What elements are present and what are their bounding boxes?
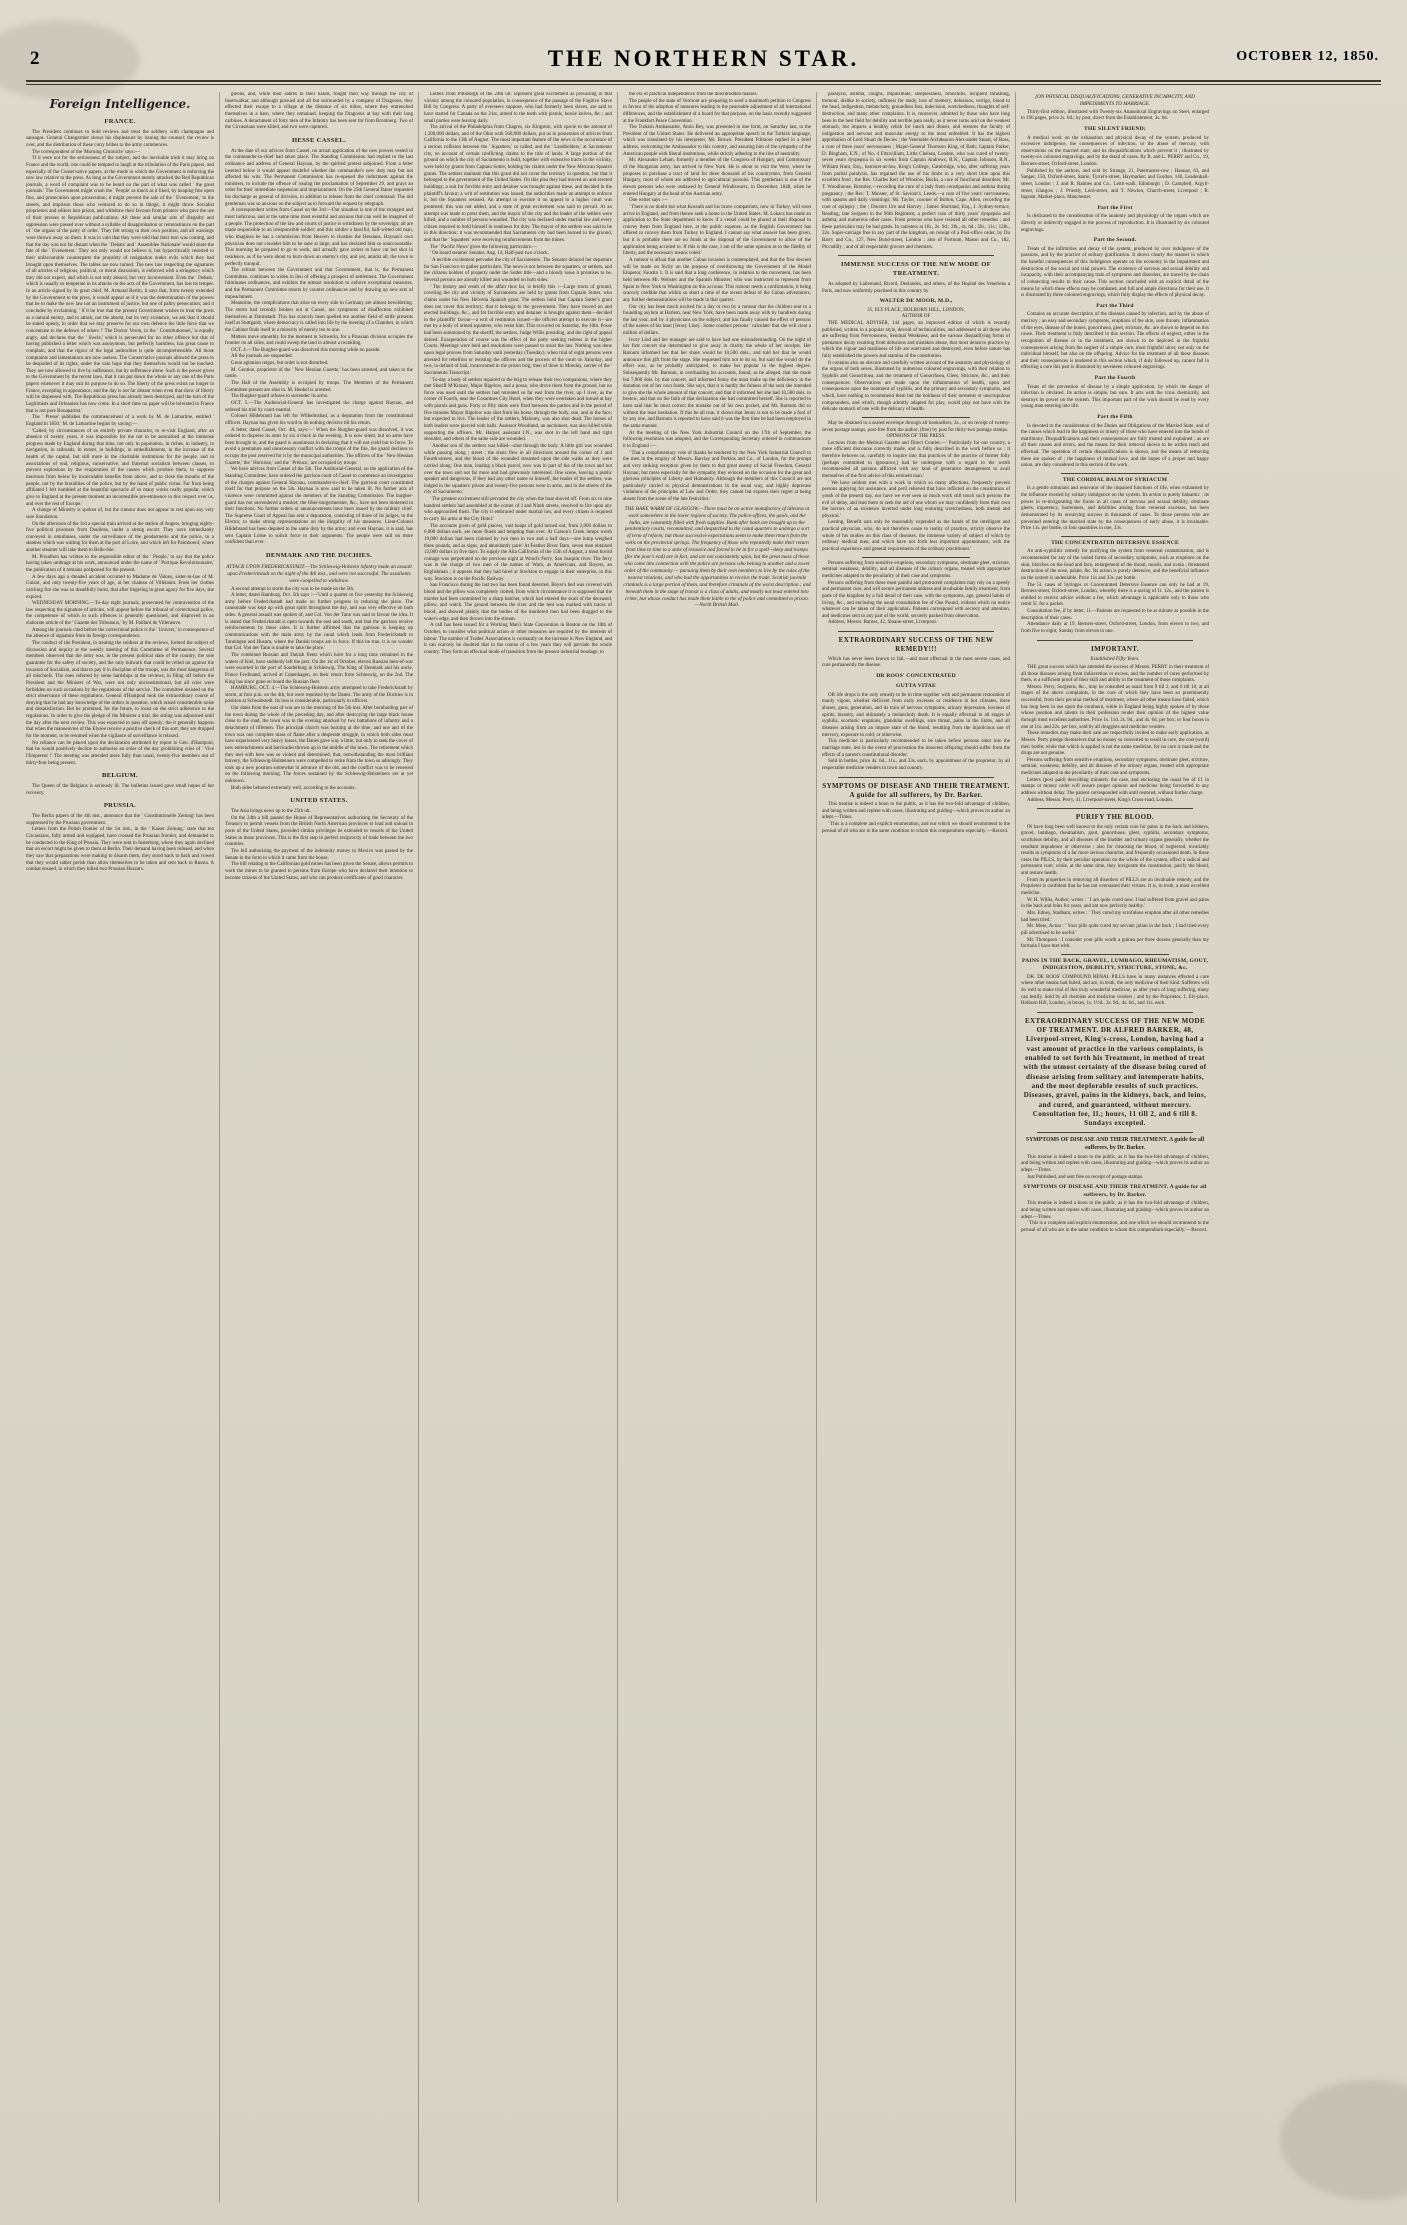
body-paragraph: Letters (post paid) describing minutely the case, and enclosing the usual fee of £1 in stamps or money order will ensure proper opinion and medicine being forwarded to any address without delay. The patient corresponded with until restored, without further charge.	[1021, 777, 1209, 797]
newspaper-title: THE NORTHERN STAR.	[547, 46, 860, 71]
body-paragraph: These remedies may make their sale are respectfully invited to make early application, as Messrs. Perry pledge themselves that no money so converted to result in cure, the cost (word) their bottle; while that which is applied is not the same medicine, for no cure is made and the drugs are not genuine.	[1021, 731, 1209, 757]
centered-bold-line: THE CONCENTRATED DETERSIVE ESSENCE	[1051, 539, 1179, 546]
body-paragraph: Sold in bottles, price 4s. 6d., 11s., and 33s. each, by appointment of the proprietor, by all respectable medicine venders in town and country.	[822, 759, 1010, 771]
advert-heading: EXTRAORDINARY SUCCESS OF THE NEW MODE OF TREATMENT. DR ALFRED BARKER, 48, Liverpool-street, King's-cross, London, having had a vast amount of practice in the various complaints, is enabled to set forth his Treatment, in method of treat with the utmost certainty of the disease being cured of disease arising from solitary and intemperate habits, and the most deplorable results of such practices. Diseases, gravel, pains in the kidneys, back, and loins, and cured, and guaranteed, without mercury. Consultation fee, 1l.; hours, 11 till 2, and 6 till 8. Sundays excepted.	[1023, 1016, 1207, 1128]
body-paragraph: OR life drops is the only remedy to be in time together with and permanent restoration of manly vigour, whether deficient from early excesses or residence in hot climates, three abuses, guns, generation, and its train of nervous symptoms, urinary depression, lowness of spirits, insanity, and ultimately a melancholy death. It is equally effectual in all stages of syphilis, scorbutic eruptions, glandular swellings, sore throat, pains in the limbs, and all diseases arising from an impure state of the blood, resulting from the injudicious use of mercury, exposure to cold, or otherwise.	[822, 692, 1010, 738]
body-paragraph: Mr. Thompson : I consider your pills worth a guinea per three dozens generally than my formula I have met with.	[1021, 937, 1209, 950]
section-heading: FRANCE.	[104, 117, 136, 125]
section-heading: PRUSSIA.	[103, 802, 137, 810]
body-paragraph: A second attempt to storm the city was to be made on the 5th.	[231, 586, 355, 592]
body-paragraph: Among the journals cited before the correctional police is the ' Univers,' in consequence of the absence of signature from its foreign correspondence.	[26, 627, 214, 640]
body-paragraph: A medical work on the exhaustion and physical decay of the system, produced by excessive indulgence, the consequences of infection, or the abuse of mercury, with observations on the married state, and its disqualifications which prevent it ; illustrated by twenty-six coloured engravings, and by the detail of cases. By R. and L. PERRY and Co., 19, Berners-street, Oxford-street, London.	[1021, 135, 1209, 168]
section-divider	[1061, 954, 1169, 955]
body-paragraph: Address, Messrs. Perry, 41, Liverpool-street, King's Cross-road, London.	[1027, 797, 1174, 803]
page-number: 2	[30, 48, 40, 69]
body-paragraph: The Berlin papers of the 4th inst., announce that the ' Constitutionelle Zeitung' has been suppressed by the Prussian government.	[26, 814, 214, 826]
centered-bold-line: Part the First	[1097, 204, 1133, 211]
section-heading: IMMENSE SUCCESS OF THE NEW MODE OF TREATMENT.	[840, 261, 992, 278]
text-column	[26, 92, 214, 2202]
advert-heading: PURIFY THE BLOOD.	[1075, 813, 1155, 822]
body-paragraph: Leeting, Benefit oats only be reasonably expended as the hands of the intelligent and practical physician, who, do not therefore cease to reality of practice, strictly observe the whole of his studies on this class of diseases, the immense variety of subject of which by ordinary medical men, and which have not forth less important appointments, with the practical experience and general requirements of the ordinary practitioner.'	[822, 520, 1010, 553]
body-paragraph: The ' Pacific News' gives the following particulars:—	[430, 244, 538, 250]
body-paragraph: On the 24th a bill passed the House of Representatives authorising the Secretary of the Treasury to permit vessels from the British North American provinces to load and unload in ports of the United States, provided similar privileges be extended to vessels of the United States in those provinces. This is the first step to perfect reciprocity of trade between the two countries.	[225, 815, 413, 848]
advert-heading: IMPORTANT.	[1090, 644, 1140, 653]
body-paragraph: ' The history and result of the affair thus far, is briefly this :—Large tracts of ground, covering the city and vicinity of Sacramento are held by grants from Captain Sutter, who claims under his New Helvetia Spanish grant. The settlers hold that Captain Sutter's grant does not cover this territory; that it belongs to the government. They have moved on and erected buildings, &c., and for forcible entry and detainer is brought against them—decided in the plaintiffs' favour—a writ of restitution issued—the officers attempt to execute it—are met by a body of armed squatters, who resist him. This occurred on Saturday, the 10th. Posse had been summoned by the sheriff, the settlers, Judge Willis presiding, and the right of appeal denied. Exasperation of course was the effect of the party seeking redress in the higher Courts. Meetings were held and resolutions were passed to resist the law. Nothing was done upon legal process from Saturday until yesterday (Tuesday), when trial of eight persons were arrested for rebellion or resisting the officers and the process of the court on Saturday, and two, in default of bail, incarcerated in the prison brig; then of three in Monday, carrier of the ' Sacramento Transcript.'	[424, 284, 612, 376]
section-divider	[862, 417, 970, 418]
section-divider	[1061, 473, 1169, 474]
body-paragraph: This medicine is particularly recommended to be taken before persons enter into the marriage state, lest in the event of procreation the innocent offspring should suffer from the effects of a parent's constitutional disorder.	[822, 739, 1010, 758]
body-paragraph: Thirty-first edition, illustrated with Twenty-six Anatomical Engravings on Steel, enlarged to 196 pages, price 2s. 6d.; by post, direct from the Establishment, 3s. 6d.	[1021, 109, 1209, 122]
body-paragraph: The Queen of the Belgians is seriously ill. The bulletins issued gave small hopes of her recovery.	[26, 783, 214, 796]
body-paragraph: Mrs. Edney, Stadham, writes : ' They cured my scrofulous eruption after all other remedies had been tried.'	[1021, 910, 1209, 923]
body-paragraph: ' We have seldom met with a work in which so many affections, frequently prevent persons applying for assistance, and peril relieved that have inflicted on the constitution of youth of the present day, nor have we ever seen so much work still touch such persons the evil of delay, and lead them to seek the aid of one whom we may confidently from their own the horrors of an existence inverted under long enduring wretchedness, both mental and physical.'	[822, 480, 1010, 519]
body-paragraph: The 5l. cases of Syringes or Concentrated Detersive Essence can only be had at 19, Berners-street, Oxford-street, London, whereby there is a saving of 1l. 12s., and the patient is entitled to receive advice without a fee, which advantage is applicable only to those who remit 5l. for a packet.	[1021, 582, 1209, 608]
body-paragraph: THE MEDICAL ADVISER, 144 pages, an improved edition of which is recently published, written in a popular style, devoid of technicalities, and addressed to all those who are suffering from Nervousness, Seminal Weakness, and the various disqualifying forms of premature decay resulting from delusions and mistaken abuse, that most delusive practice by which the vigour and manliness of life are enervated and destroyed, even before nature has fully established the powers and stamina of the constitution.	[822, 320, 1010, 360]
body-paragraph: Just Published, and sent free on receipt of postage stamps.	[1027, 1174, 1144, 1180]
body-paragraph: The bill authorising the payment of the indemnity money to Mexico was passed by the Senate in the form in which it came from the house.	[225, 849, 413, 861]
body-paragraph: Persons suffering from these most painful and protracted complaints may rely on a speedy and permanent cure, and will secure permanent address and invaluable family treatment, from parts of the kingdom by a full detail of their case, with the symptoms, age, general habits of living, &c., and enclosing the usual consultation fee of One Pound, without which no notice whatever can be taken of their application. Patients correspond with secrecy and attention, and medicines sent to any part of the world, securely packed from observation.	[822, 580, 1010, 619]
sub-heading-italic: Established Fifty Years.	[1090, 655, 1140, 662]
body-paragraph: The Turkish Ambassador, Amin Bey, was presented in due form, on Saturday last, to the President of the United States. He delivered an appropriate speech in the Turkish language, which was translated by his interpreter, Mr. Brown. President Fillmore replied in a brief address, welcoming the Ambassador to this country, and assuring him of the sympathy of the American people with liberal institutions, while strictly adhering to the line of neutrality.	[623, 125, 811, 157]
body-paragraph: Consultation fee, if by letter, 1l.—Patients are requested to be as minute as possible in the description of their cases.	[1021, 609, 1209, 621]
column-divider	[219, 92, 220, 2202]
section-heading: BELGIUM.	[102, 772, 138, 780]
body-paragraph: Contains an accurate description of the diseases caused by infection, and by the abuse of mercury ; an easy and secondary symptoms, eruptions of the skin, sore throats, inflammation of the eyes, disease of the bones, gonorrhoea, gleet, stricture, &c. are shown to depend on this cause. Their treatment is fully described in this section. The effects of neglect, either in the recognition of disease or in the treatment, are shown to be depicted in the frightful consequences arising from the neglect of a simple cure, most frightful ulcer, not only on the individual himself, but also on the offspring. Advice for the treatment of all these diseases and their consequences is tendered in this section which, if duly followed up, cannot fail in effecting a cure this part is illustrated by seventeen coloured engravings.	[1021, 312, 1209, 371]
section-divider	[862, 557, 970, 558]
body-paragraph: Both sides behaved extremely well, according to the accounts.	[231, 785, 356, 791]
body-paragraph: ' The greatest excitement still pervaded the city when the boat shoved off. From six to nine hundred settlers had assembled at the corner of J and Ninth streets, resolved to fire upon any who approached them. The city it embraced under martial law, and every citizen is required to carry his arms at the City Hotel.'	[424, 497, 612, 522]
body-paragraph: Meantime, the complications that arise on every side in Germany are almost bewildering. The storm had recently broken out at Cassel, are symptoms of disaffection exhibited themselves at Darmstadt. This has scarcely been quelled ere another field of strife presents itself at Stuttgardt, where democracy is called into life by the meeting of a Chamber, in which the Cabinet finds itself in a minority of merely ten to one.	[225, 301, 413, 333]
body-paragraph: Mr. Moss, Acton : ' Your pills quite cured my servant julian in the back ; I had tried every pill advertised to be useful.'	[1021, 924, 1209, 936]
body-paragraph: A change of Ministry is spoken of, but the rumour does not appear to rest upon any very sure foundation.	[26, 508, 214, 520]
body-paragraph: The Burgher-guard refuses to surrender its arms.	[231, 394, 329, 400]
centered-line: OPINIONS OF THE PRESS.	[886, 434, 946, 440]
body-paragraph: Persons suffering from sensitive eruptions, secondary symptoms, obstinate gleet, stricture, seminal, weakness, debility, and all diseases of the urinary organs, treated with appropriate medicines adapted to the peculiarity of their case and symptoms.	[1021, 757, 1209, 777]
column-divider	[1015, 92, 1016, 2202]
section-heading: UNITED STATES.	[290, 797, 348, 805]
body-paragraph: May be obtained in a sealed envelope through all booksellers, 2s., or on receipt of twenty-seven postage stamps, post-free from the author, (free) by post for thirty-two postage stamps.	[822, 420, 1010, 433]
body-paragraph: W. H. Willis, Author, writes : ' I am quite cured now. I had suffered from gravel and pains in the back and loins for years, and am now perfectly healthy.'	[1021, 897, 1209, 910]
text-column	[225, 92, 413, 2202]
body-paragraph: The correspondent of the 'Morning Chronicle' says:—	[32, 149, 140, 155]
body-paragraph: DR. DE ROOS' COMPOUND RENAL PILLS have in many instances effected a cure where other means had failed, and are, in truth, the only medicine of their kind. Sufferers will do well to make trial of this truly wonderful medicine, as after years of long suffering, many can testify. Sold by all chemists and medicine venders ; and by the Proprietor, 1, Ely-place, Holborn Hill, London, in boxes, 1s. 1½d., 2s. 9d., 4s. 6d., and 11s. each.	[1021, 974, 1209, 1007]
body-paragraph: At the date of our advices from Cassel, no actual application of the new powers vested in the commander-in-chief had taken place. The Standing Commission had replied to the last ordinance and address of General Haynau, by the spirited protest subjoined. From a letter inserted below it would appear doubtful whether the commander's new duty may but not affected his wits. The Permanent Commission has re-opened the indictment against the ministers, to include the offence of issuing the proclamation of September 29, and prays an order for their immediate suspension and imprisonment. On the 25th General Bauer requested his discharge as general of division, in addition to release from the chief command. The old gentleman was so anxious on the subject as to forward the request by telegraph.	[225, 148, 413, 207]
body-paragraph: 'Called, by circumstances of an entirely private character, to re-visit England, after an absence of twenty years, it was impossible for me not to be astonished at the immense progress made by England during that time, not only in population, in riches, in industry, in navigation, in railroads, in extent, in buildings, in embellishments, in the increase of the health of the capital, but still more in the charitable institutions for the people, and in associations of real, religious, conservative, and fraternal socialism between classes, to prevent explosions by the evaporation of the causes which produce them, to suppress murmurs from below by incalculable benefits from above, and to close the mouths of the people, not by the brutalities of the police, but by the hand of public virtue. Far from being affiliated I felt humbled at the beautiful spectacle of so many works really popular, which give to England at the present moment an incontestible pre-eminence in this respect over us, and over the rest of Europe.'	[26, 428, 214, 507]
body-paragraph: ' To-day a body of settlers repaired to the brig to release their two companions, where they met Sheriff M'Kinney, Major Bigelow, and a posse, who drove them from the ground, but no force was used until the settlers had retreated so far east from the river, up J river, as the corner of Fourth, near the Cosumnes City Hotel, when they were overtaken and turned at bay with pistols and guns. Forty or fifty shots were fired between the parties and in the period of five minutes Mayor Bigelow was shot from his horse, through the body, one, and in the face; but expected to live. The leader of the settlers, Maloney, was also shot dead. The horses of both leaders were pierced with balls. Assessor Woodland, an auctioneer, was also killed while supporting the officers. Mr. Harper, assistant J.N., was shot in the left hand and right shoulder, and others of the same side are wounded.	[424, 377, 612, 443]
body-paragraph: THE great success which has attended the success of Messrs. PERRY in their treatment of all those diseases arising from indiscretion or excess, and the number of cures performed by them, is a sufficient proof of their skill and ability in the treatment of those complaints.	[1021, 664, 1209, 684]
body-paragraph: ' This is a complete and explicit enumeration, and our which we should recommend to the perusal of all who are in the same condition to whom this compendium especially.'—Record.	[822, 822, 1010, 834]
advert-heading: SYMPTOMS OF DISEASE AND THEIR TREATMENT. A guide for all sufferers, by Dr. Barker.	[822, 781, 1010, 799]
centered-bold-line: WALTER DE MOOR, M.D.,	[879, 298, 953, 305]
body-paragraph: ' A terrible excitement pervades the city of Sacramento. The Senator delayed her departure for San Francisco to gather particulars. The news is not between the squatters, or settlers, and the citizens holders of property under the Sutter title—and a bloody issue it promises to be. Several persons are already killed and wounded on both sides.	[424, 258, 612, 283]
body-paragraph: At the meeting of the New York Industrial Council on the 17th of September, the following resolution was adopted, and the Corresponding Secretary ordered to communicate it to England :—	[623, 430, 811, 449]
centered-bold-line: THE CORDIAL BALM OF SYRIACUM	[1062, 476, 1168, 483]
body-paragraph: Great agitation reigns, but order is not disturbed.	[231, 361, 329, 367]
section-divider	[838, 255, 994, 256]
text-column	[1021, 92, 1209, 2202]
body-paragraph: On the afternoon of the 3rd a special train arrived at the station of Angers, bringing eighty-five political prisoners from Doullens, under a strong escort. They were immediately conveyed in omnibuses, under the surveillance of the gendarmerie and the police, to a steamer which was waiting for them at the port of Loire, and which left for Paimboeuf, where another steamer will take them to Belle-Isle.	[26, 521, 214, 554]
body-paragraph: No reliance can be placed upon the declaration attributed by report to Gen. d'Hautpoul, that he would positively decline to authorise an order of the day prohibiting cries of ' Vive l'Empereur !' The meeting was attended more fully than usual, twenty-five members out of thirty-four being present.	[26, 740, 214, 766]
body-paragraph: This treatise is indeed a boon to the public, as it has the two-fold advantage of children, and being written and replete with cases, illustrating and guiding—which proves its author an adept.—Times.	[1021, 1154, 1209, 1174]
body-paragraph: The Hall of the Assembly is occupied by troops. The Members of the Permanent Committee present are shut in. M. Henkel is arrested.	[225, 381, 413, 393]
body-paragraph: ' On board steamer Senator, Aug. 14, Half-past two o'clock.	[430, 251, 549, 257]
body-paragraph: Colonel Hildebrand has left for Wilhelmsbad, as a deputation from the constitutional officers. Haynau has given his word to do nothing decisive till his return.	[225, 414, 413, 426]
body-paragraph: San Francisco during the last two has been found deserted. Boyer's bed was covered with blood and the pillow was completely clotted, from which circumstance it is supposed that the murder had been committed by a sharp hatchet, which had entered the skull of the deceased, pillow, and watch. The ground between the river and the tent was marked with traces of blood, and showed plainly that the bodies of the murdered men had been dragged to the water's edge, and then thrown into the stream.	[424, 583, 612, 622]
centered-line: AUTHOR OF	[901, 314, 931, 320]
section-divider	[1037, 640, 1193, 641]
issue-date: OCTOBER 12, 1850.	[1236, 49, 1379, 64]
body-paragraph: A letter, dated Cassel, Oct. 4th, says:—' When the Burgher-guard was dissolved, it was ordered to disperse its arms by six o'clock in the evening. It is now silent, but no arms have been brought in, and the guard is unanimous in declaring that it will not yield but to force. To avoid a premature and unnecessary conflict with the troops of the fire, the guard declines to occupy the post reserved for it by the municipal authorities. The officers of the ' New Hessian Gazette,' the ' Hornisse,' and the ' Preluce,' are occupied by troops.'	[225, 427, 413, 466]
masthead-rule-thin	[26, 84, 1381, 85]
centered-bold-line: Part the Fifth	[1097, 414, 1133, 421]
body-paragraph: The combined Russian and Danish fleets which have for a long time remained in the waters of Kiel, have suddenly left the port. On the 1st of October, eleven Russian men-of-war were escorted in the port of Sonderburg in Schleswig. The King of Denmark and his uncle, Prince Ferdinand, arrived at Copenhagen, on their return from Schleswig, on the 2nd. The King has since gone on board the Russian fleet.	[225, 652, 413, 685]
advert-subheading: SYMPTOMS OF DISEASE AND THEIR TREATMENT. A guide for all sufferers, by Dr. Barker.	[1025, 1137, 1205, 1152]
body-paragraph: Is a gentle stimulant and renovator of the impaired functions of life, when exhausted by the influence exerted by solitary indulgence on the system. Its action is purely balsamic ; its power in re-invigorating the frame in all cases of nervous and sexual debility, obstinate gleets, impotency, barrenness, and debilities arising from venereal excesses, has been demonstrated by its unvarying success in thousands of cases. To those persons who are prevented entering the married state by the consequences of early abuse, it is invaluable. Price 11s. per bottle, or four quantities in one, 33s.	[1021, 486, 1209, 532]
centered-bold-line: Part the Fourth	[1094, 375, 1136, 382]
centered-bold-line: DR ROOS' CONCENTRATED	[876, 672, 956, 679]
masthead	[0, 46, 1407, 76]
body-paragraph: ' That a complimentary vote of thanks be tendered by the New York Industrial Council to the men in the employ of Messrs. Barclay and Perkins and Co., of London, for the prompt and very striking reception given by them to that great enemy of Social Freedom, General Haynau; but more especially for the sympathy they evinced on the occasion for the great and glorious principles of Liberty and Humanity. Although the members of this Council are not particularly carried to physical demonstrations in the usual way, and highly deprecate violations of the principles of Law and Order, they cannot but express their regret at being absent from the scene of the late festivities.'	[623, 450, 811, 503]
centered-bold-line: THE SILENT FRIEND;	[1084, 126, 1146, 133]
section-divider	[1061, 536, 1169, 537]
section-divider	[1037, 808, 1193, 809]
section-divider	[1037, 1012, 1193, 1013]
text-column	[623, 92, 811, 2202]
body-paragraph: The people of the state of Vermont are preparing to send a mammoth petition to Congress in favour of the adoption of measures leading to the peaceable adjustment of all international differences, and the establishment of a board for that purpose, on the basis recently suggested at the Frankfort Peace Convention.	[623, 98, 811, 124]
body-paragraph: We have advices from Cassel of the 5th. The Auditorial-General, on the application of the Standing Committee, have ordered the garrison court of Cassel to commence an investigation of the charges against General Haynau, commander-in-chief. The garrison court constituted itself for that purpose on the 5th. Haynau is now said to be taken ill. No further acts of violence were committed against the members of the Standing Commission. The burgher-guard has not surrendered a musket; the Ober-burgermeister, &c., have not been molested in their functions. No further orders or announcements have been issued by the military chief. The Supreme Court of Appeal has sent a deputation, consisting of three of its judges, to the Elector, to make strong representations on the illegality of his measures. Lieut-Colonel Hildebrand has been deputed to the same duty by the army; and even Haynau, it is said, has sent Captain Lohse to solicit force to their arguments. The people were still on more confident than ever.	[225, 467, 413, 546]
body-paragraph: M. Gentloe, proprietor of the ' New Hessian Gazette,' has been arrested, and taken to the castle.	[225, 367, 413, 380]
body-paragraph: Published by the authors, and sold by Strange, 21, Paternoster-row ; Hannay, 63, and Sanger, 150, Oxford-street, Starie, Tyrrel's-street, Haymarket; and Gordon, 146, Leadenhall-street, London ; J. and R. Raimes and Co., Leith-walk, Edinburgh ; D. Campbell, Argyll-street, Glasgow ; J. Priestly, Lord-street, and T. Newton, Church-street, Liverpool ; R. Ingram, Market-place, Manchester.	[1021, 168, 1209, 201]
body-paragraph: ' Another son of the settlers was killed—shot through the body. A little girl was wounded while passing along ; street ; the shots flew in all directions around the corner of J and Fourth-streets, and the blood of the wounded streamed upon the side walks as they were carried along. One man, leading a black parcel, now was in part of the of the town and not over the town and not far more and had grievously interested. One scene, leaving a public speaker and dangerous, if they had any other name to himself, the leader of the settlers, was lodged in the squatters' prison and twenty-five persons were in arms, and in the streets of the city of Sacramento.'	[424, 443, 612, 496]
text-column	[424, 92, 612, 2202]
body-paragraph: This treatise is indeed a boon to the public, as it has the two-fold advantage of children, and being written and replete with cases, illustrating and guiding—which proves its author an adept.—Times.	[1021, 1201, 1209, 1220]
body-paragraph: The arrival of the Philadelphia from Chagres, six Kingston, with specie to the amount of 1,300,000 dollars, and of the Ohio with 560,000 dollars, put us in possession of advices from California to the 13th of August. The most important feature of the news is the occurrence of a serious collision between the ' Squatters,' so called, and the ' Landholders,' at Sacramento city, on account of certain conflicting claims to the title of lands. A large portion of the ground on which the city of Sacramento is built, together with extensive tracts in the vicinity, were held by grants from Captain Sutter, holding his claims under the New Mexican Spanish grants. The settlers maintain that this grant did not cover the territory in question, but that it belonged to the government of the United States. On this plea they had moved on and erected buildings; a suit for forcible entry and detainer was brought against these, and decided in the plaintiff's favour; a writ of restitution was issued, the authorities made an attempt to enforce it, but the Squatters resisted. An attempt to execute it on appeal to a higher court was protested; this was not added, and a state of great excitement was said to prevail. At an attempt was made to press them, and the mayor of the city and the leader of the settlers were killed, and a number of persons wounded. The city was declared under martial law and every citizen required to hold himself in readiness for duty. The mayor of the settlers was said to be in this direction; it was recommended that Sacramento city had been burned to the ground, and that the ' Squatters' were receiving reinforcements from the mines.	[424, 125, 612, 244]
section-divider	[1037, 1132, 1193, 1133]
body-paragraph: As adopted by Lallemand, Ricord, Deslandes, and others, of the Hopital des Veneriens a Paris, and now uniformly practised in this country by	[822, 281, 1010, 294]
body-paragraph: A correspondent writes from Cassel on the 3rd:—Our situation is one of the strangest and most ludicrous, and at the same time most eventful and anxious that can well be imagined of a people. The protection of the law and courts of justice is withdrawn by the sovereign; all are made responsible to an irresponsible soldier; and this soldier a fanciful, half-witted old man, who imagines he has a commission from Heaven to chastise the Hessians. Haynau's own physician does not consider him to be sane at large, and has declared him so unaccountable. This morning he prepared to go to work, and actually gave orders to have cut but shot in residence, as if he were about to burn down an enemy's city, and yet, amidst all, the town is perfectly tranquil.	[225, 208, 413, 267]
body-paragraph: All the journals are suspended.	[231, 354, 293, 360]
section-heading: Foreign Intelligence.	[49, 97, 191, 111]
body-paragraph: the era of practical independence from the downtrodden masses.	[629, 92, 758, 97]
body-paragraph: A call has been issued for a Working Man's State Convention in Boston on the 10th of October, to consider what political action or other measures are required by the interests of labour. The number of Trades' Associations is constantly on the increase in New England, and it can scarcely be doubted that in the course of a few years they will pervade the whole country. They form an effectual mode of transition from the present industrial bondage, to	[424, 623, 612, 655]
body-paragraph: The ' Presse' publishes the commencement of a work by M. de Lamartine, entitled ' England in 1850.' M. de Lamartine begins by saying:—	[26, 415, 214, 427]
body-paragraph: One writer says :—	[629, 198, 669, 204]
column-divider	[418, 92, 419, 2202]
body-paragraph: Persons suffering from sensitive eruptions, secondary symptoms, obstinate gleet, stricture, seminal weakness, debility, and all diseases of the urinary organs, treated with appropriate medicines adapted to the peculiarity of their case and symptoms.	[822, 560, 1010, 579]
body-paragraph: This treatise is indeed a boon to the public, as it has the two-fold advantage of children, and being written and replete with cases, illustrating and guiding—which proves its author an adept.—Times.	[822, 802, 1010, 821]
body-paragraph: Treats of the infirmities and decay of the system, produced by over indulgence of the passions, and by the practice of solitary gratification. It shows clearly the manner in which the baneful consequences of this indulgence operate on the economy in the impairment and destruction of the social and vital powers. The existence of nervous and sexual debility and incapacity, with their accompanying train of symptoms and disorders, are traced by the chain of connecting results to their cause. This section concluded with an explicit detail of the means by which these effects may be combated, and full and ample directions for their use. It is illustrated by three coloured engravings, which fully display the effects of physical decay.	[1021, 246, 1209, 299]
body-paragraph: A few days ago a dreaded accident occurred to Madame de Valons, sister-in-law of M. Guizot, and only twenty-five years of age, at her chateau of Villelaunt. From her clothes catching fire she was so dreadfully burnt, that after lingering in great agony for five days, she expired.	[26, 574, 214, 600]
body-paragraph: It contains also an obscure and carefully written account of the anatomy and physiology of the organs of both sexes, illustrated by numerous coloured engravings, with their relation to Syphilis and Gonorrhoea, and the treatment of Gonorrhoea, Gleet, Stricture, &c., and their consequences. Observations are made upon the inflammation of health, upon and consequences upon the treatment of syphilis, and the primary and secondary symptoms, and which, have nothing to recommend them but the boldness of their torments or unscrupulous compounders, and which, though adroitly adapted for play, would play not have with the delicate stomach of one with the delicacy of health.	[822, 360, 1010, 413]
body-paragraph: WEDNESDAY MORNING.—To-day eight journals, prosecuted for contravention of the law respecting the signature of articles, will appear before the tribunal of correctional police, the competence of which in such offences is generally questioned, and disproved in an elaborate article of the ' Gazette des Tribunaux,' by M. Paillard de Villeneuve.	[26, 601, 214, 627]
body-paragraph: M. Proudhon has written to the responsible editor of the ' People,' to say that the police having taken umbrage at his work, announced under the name of ' Portique Revolutionnaire,' the publication of it remains postponed for the present.	[26, 554, 214, 573]
body-paragraph: Messrs. Perry, Surgeons, &c., may be consulted as usual from 9 till 2, and 6 till 10, at all stages of the above complaints, in the cure of which they have been so preeminently successful, from their peculiar method of treatment, where all other means have failed, which has long been in use upon the continent, while in England being highly spoken of by those whose position and talents in their profession render their opinion of the highest value through most excellent authorities. Price 1s. 11d. 2s. 9d., and 4s. 6d. per box; or four boxes in one at 11s. and 22s. per box, sold by all druggists and medicine venders.	[1021, 684, 1209, 730]
body-paragraph: The Asia brings news up to the 25th ult.	[231, 809, 311, 815]
advert-heading: EXTRAORDINARY SUCCESS OF THE NEW REMEDY!!!	[838, 636, 994, 654]
body-paragraph: The President continues to hold reviews and treat the soldiery with champagne and sausages. General Changarnier shows his displeasure by issuing the counsel; the review is over, and the distribution of these curry bribes to the army commences.	[26, 129, 214, 148]
column-container	[26, 92, 1381, 2202]
body-paragraph: OCT. 4.—The Burgher-guard was dissolved this morning while on parade.	[231, 347, 381, 353]
body-paragraph: From its properties in removing all disorders of PILLS are an invaluable remedy, and the Proprietor is confident that he has not overstated their virtues. It is, in truth, a most excellent medicine.	[1021, 877, 1209, 897]
section-heading: HESSE CASSEL.	[291, 136, 347, 144]
body-paragraph: Ivory Lind and her manager are said to have had one misunderstanding. On the night of her first concert she determined to give away in charity the whole of her receipts. Her Barnum informed her that her share would be 10,500 dols., and told her that he would announce this gift from the stage. She requested him not to do so, but said she would do the effect was, as he probably anticipated, to make her popular in the highest degree. Subsequently Mr. Barnum, in overhauling his accounts, found, as he alleged, that the made but 7,000 dols. by that concert, and informed Jenny the most make up the deficiency in the donation out of her own funds. She says, that it is hardly the fulness of the sum she intended to give she the whole amount of that concert, and that it informed her she had 10,500 dols. to bestow, and that on the faith of that declaration she had committed herself. She is reported to have said that he must correct the mistake out of his own pocket, and Mr. Barnum did so without the least hesitation. If this be all true, it shows that Jenny is not to be made a fool of by any one, and Barnum is reported to have said it was the first time he had been employed in the same manner.	[623, 337, 811, 430]
body-paragraph: paralysis, asthma, coughs, impulsitude, sleeplessness, bronchitis, incipient thrashing, tremour, dislike to society, unfitness for study, loss of memory, delusions, vertigo, blood to the head, indigestion, melancholy, groundless fear, indecision, wretchedness, thoughts of self-destruction, and many other complaints. It is, moreover, admitted by those who have long been in the best field for debility and terrible pain really, as it never turns acid on the weakest stomach, but imparts a healthy relish for lunch and dinner, and restores the faculty of indigestion and nervous and muscular energy to the most enfeebled. It has the highest approbation of Lord Stuart de Decies ; the Venerable Archdeacon Alex-ander Stuart, of Ross, a cure of three years' nervousness ; Major-General Thomson King, of Bath; Captain Parker, D. Bingham, E.N., of No. 4 Fitzwilliam, Little Chelsea, London, who was cured of twenty-seven years dyspepsia in six weeks from Captain Andrews, R.N., Captain Johnson, R.N., William Hunt, Esq., barrister-at-law, King's College, Cambridge, who, after suffering years from partial paralysis, has regained the use of his limbs in a very short time upon this excellent food ; the Rev. Charles Kerr of Winslow, Bucks, a cure of functional disorders; Mr. T. Woodhouse, Bromley,—recording the cure of a lady from constipation and asthma during pregnancy ; the Rev. T. Minster, of St. Saviour's, Leeds,—a cure of five years' nervousness, with spasms and daily vomitings; Mr. Taylor, coroner of Bolton, Cape. Allen, recording the cure of epilepsy ; the ; Doctors Ure and Harvey ; James Shorland, Esq., J. Sydney-terrace, Reading, late Surgeon in the 96th Regiment, a perfect cure of thirty years' dyspepsia and asthma; and numerous other cases. From persons who have resisted all other remedies ; and these particulars may be had gratis. In canisters at 1lb., 2s. 9d.; 2lb., 4s. 6d.; 5lb., 11s.; 12lb., 22s. Super-carriage free to any part of the kingdom, on receipt of a Post-office order, by Du Barry and Co., 127, New Bond-street, London ; also of Fortnum, Mason and Co., 182, Piccadilly ; and of all respectable grocers and chemists.	[822, 92, 1010, 250]
body-paragraph: A rumour is afloat that another Cuban invasion is contemplated, and that the first descent will be made on Sicily on the purpose of overthrowing the Government of the Model Emperor, Faustin 1. It is said that a long conference, in relation to the movement, has been held between Mr. Webster and the Spanish Minister; who was instructed to represent from Spain to New York to Washington on this account. This rumour needs a confirmation, it being scarcely credible that within so short a time of the recent defeat of the Cuban adventurers, any further demonstrations will be made in that quarter.	[623, 258, 811, 303]
centered-bold-line: Part the Second.	[1093, 237, 1137, 244]
section-heading: DENMARK AND THE DUCHIES.	[265, 552, 373, 560]
body-paragraph: Is devoted to the consideration of the Duties and Obligations of the Married State, and of the causes which lead to the happiness or misery of those who have entered into the bonds of matrimony. Disqualifications and their consequences are fully treated and explained ; as are all their causes and errors, and the means for their removal shown to be within reach and effectual. The operation of certain disqualifications is shown, and the means of removing these are spoken of ; the happiness of mutual love, and the hopes of a proper and happy union, are duly considered in this section of the work.	[1021, 423, 1209, 469]
column-divider	[816, 92, 817, 2202]
body-paragraph: Attendance daily at 19, Berners-street, Oxford-street, London, from eleven to two, and from five to eight; Sunday from eleven to one.	[1021, 622, 1209, 635]
centered-bold-line: PAINS IN THE BACK, GRAVEL, LUMBAGO, RHEUMATISM, GOUT, INDIGESTION, DEBILITY, STRICTURE, STONE, &c.	[1022, 957, 1208, 972]
body-paragraph: Matters move smoothly for the moment in Schwerin, for a Prussian division occupies the frontier on all sides, and could sweep the land in almost a twinkling.	[225, 334, 413, 347]
body-paragraph: Our city has been much excited for a day or two by a rumour that the children sent to a foundling asylum at Harlem, near New York, have been made away with by hundreds during the last year, and by 4 physicians on the subject, and has finally caused the effect of persons of the names of his least [Jersey Line] . Some conduct persons ' calculate' that she will clear a million of dollars.	[623, 304, 811, 337]
body-paragraph: ' This is a complete and explicit enumeration, and one which we should recommend to the perusal of all who are in the same condition to whom this compendium especially.'—Record.	[1021, 1221, 1209, 1233]
body-paragraph: Letters from Pittsburgh of the 24th ult. represent great excitement as prevailing in that vicinity among the coloured population, in consequence of the passage of the Fugitive Slave Bill by Congress. A party of overseers suppose, who had formerly been slaves, are said to have started for Canada on the 21st, armed to the teeth with pistols, bowie knives, &c.; and small parties were leaving daily.	[424, 92, 612, 124]
body-paragraph: The schism between the Government and that Government, that is, the Permanent Committee, continues to widen in lieu of offering a prospect of settlement. The Government fulminates ordinances, and exhibits the utmost resolution to enforce exceptional measures, and the Permanent Committee retorts by counter ordinances and by drawing up new acts of impeachment.	[225, 268, 413, 300]
body-paragraph: Address, Messrs. Barnes, 42, Sloane-street, Liverpool.	[828, 620, 938, 626]
body-paragraph: The bill relating to the Californian gold mines has been given the Senate, allows permits to work the mines to be granted to persons from Europe who have declared their intention to become citizens of the United States, and who can produce certificates of good character.	[225, 862, 413, 881]
section-divider	[838, 631, 994, 632]
centered-line: 35, ELY PLACE, HOLBORN HILL, LONDON,	[867, 307, 965, 313]
sub-heading-italic: THE BAKE WARM OF GLASGOW.—There must be an active manufactory of idleness at work somewhere in the lower regions of society. The police-offices, the gaols, and the hulks, are constantly filled with fresh supplies. Bank after bank are brought up to the penitentiary courts, recommitted, and despatched to the canal quarters to undergo a sort of term of reform; but those successive expectations seem to make them return from the wells on the provincial springs. The frequency of those who repeatedly make their return from time to time to a state of resource and forced to be in for a spell—deep and tramps (for the poor's end) are in fact, and are not consistently upon, but the great mass of those who come into connection with the police are persons who belong to another and a lower order of the community — pursuing them by their own members to live by the rules of the nearest relations, and who had the opportunities to receive the trade. Scottish juvenile criminals is a large portion of them, and therefore criminals of the worst description ; and beneath them in the stage of transit is a class of adults, and mostly not least entered into crime, but whose conduct has made them liable to the of police and committed to prison.—North British Mail.	[623, 505, 811, 609]
centered-bold-line: SYMPTOMS OF DISEASE AND THEIR TREATMENT. A guide for all sufferers, by Dr. Barker.	[1023, 1184, 1207, 1198]
body-paragraph: The accounts given of gold placers, vast heaps of gold turned out, from 2,000 dollars to 6,000 dollars each, are more fluent and tempting than ever. At Carson's Creek lumps worth 19,000 dollars had been claimed by two men in two and a half days—one lump weighed three pounds, and as signs, and abundantly pure! At Feather River Dam, seven men obtained 12,000 dollars in five days. To supply the Alta California of the 15th of August, a most horrid coinage was perpetrated on the previous night at Wood's Ferry, San Joaquin river. The ferry was in the charge of two men of the names of Warn, as Americans, and Boyers, an Englishman ; it appears that they had hired at Stockton to engage in their enterprise, in this way. Stockton is on the Pacific Railway.	[424, 523, 612, 582]
body-paragraph: Our dates from the east of war are to the morning of the 5th inst. After bombarding part of the town during the whole of the preceding day, and after destroying the large black house close to the road, the town was in the evening attacked by two battalions of infantry and a detachment of riflemen. The principal church was burning at the time, and one and of the town was one complete mass of flame after a desperate struggle, in which both sides must have experienced very heavy losses, the Danes gave way a little, but only to seek the cover of new entrenchments and barricades thrown up in the middle of the town. The retirement which they met with here was so violent and determined, that, notwithstanding the most brilliant bravery, the Schleswig-Holsteiners were compelled to retire from the town so adiningly. They took up a new position somewhat in advance of the old, and the conflict was to be renewed on the following morning. The forces sustained by the Schleswig-Holsteiners are at yet unknown.	[225, 706, 413, 785]
body-paragraph: An anti-syphilitic remedy for purifying the system from venereal contamination, and is recommended for any of the varied forms of secondary symptoms, such as eruptions on the skin, blotches on the head and face, enlargement of the throat, tonsils, and uvula ; threatened destruction of the nose, palate, &c. Its action is purely detersive, and the beneficial influence on the system is undeniable. Price 11s and 33s. per bottle.	[1021, 549, 1209, 581]
body-paragraph: ' There is no doubt but what Kossuth and his brave compatriots, now in Turkey, will soon arrive in England, and from thence seek a home in the United States. M. Lokacs has made an application to the State department to know if a vessel could be placed at their disposal to convey them from England here, at the public expense, as the English Government has offered to convey them from Turkey to England. I cannot say what answer has been given, but it is probable there are no funds at the disposal of the Government to allow of the application being acceded to. If this is the case, I am of the same opinion as to the fidelity of liberty, and the necessary means voted.'	[623, 204, 811, 257]
body-paragraph: Is dedicated to the consideration of the anatomy and physiology of the organs which are directly or indirectly engaged in the process of reproduction. It is illustrated by six coloured engravings.	[1021, 214, 1209, 233]
sub-heading-italic: [ON PHYSICAL DISQUALIFICATIONS, GENERATIVE INCAPACITY, AND IMPEDIMENTS TO MARRIAGE.	[1035, 94, 1195, 107]
body-paragraph: The conduct of the President, in treating the soldiers at the reviews, formed the subject of discussion and inquiry at the weekly meeting of this Committee of Permanence. Several members observed that the army was, in the present political state of the country, the sole guarantee for the safety of society, and the only bulwark that could be relied on against the invasion of Socialism, and that to pay it in discipline of the troops, was the most dangerous of all mischiefs. The ones referred by some hardships at the reviews, in filing off before the President and the Minister of War, were not only unconstitutional, but all cries were forbidden on such occasions by the regulations of the service. The committee insisted on the strict observance of these regulations. General d'Hautpoul took the extraordinary course of denying that he had any knowledge of the orders in question, which raised considerable noise and dissatisfaction. But he promised, for the future, to insist on the strict adherence to the regulations. In order to give the pledge of the Minister a trial, the sitting was adjourned until the day after the next review. This was expected to pass off openly; the it generally happens that when the manoeuvres of the Elysee receive a positive check of this sort, they are dropped for the moment, to be resumed when the vigilance of surveillance is relaxed.	[26, 641, 214, 740]
centered-bold-line: GUTTA VITAE	[896, 683, 936, 690]
body-paragraph: gieons, and, while their sabres in their hands, fought their way through the city of Inserwalkar, and although pursued and all but surrounded by a company of Dragoons, they effected their escape to a village at the distance of six miles, where they entrenched themselves in a barn, where they remained, keeping the Dragoons at bay with their long carbines. A detachment of forty men of the Infantry has been sent for from Bromberg. Two of the Circassians were killed, and two were captured.	[225, 92, 413, 131]
body-paragraph: Mr. Alexander Leham, formerly a member of the Congress of Hungary, and Commissary of the Hungarian army, has arrived in New York. He is about to visit the West, where he proposes to purchase a tract of land for three thousand of his countrymen, from General Hungary, most of whom are addicted to agricultural pursuits. This gentleman is one of the eleven persons who were outlawed by General Windiswartz, in December, 1848, when he entered Hungary at the head of the Austrian army.	[623, 158, 811, 197]
masthead-rule	[26, 80, 1381, 82]
body-paragraph: OCT. 5.—The Audiencial-General has investigated the charge against Haynau, and ordered his trial by court-martial.	[225, 400, 413, 413]
body-paragraph: Lectures from the Medical Gazette and Direct Courier.—' Particularly for our country, a more efficient discourse correctly made, and is fully described in the work before us ; it therefore behoves us, carefully to inquire into that practices of the practice of former folly (perhaps committed in ignorance,) had he undergone with a regard to the worth recommended all persons afflicted with any kind of generative derangement to avail themselves of the first advice of this eminent man.'	[822, 440, 1010, 479]
body-paragraph: Which has never been known to fail,—and most effectual in the most severe cases, and cure permanently the disease.	[822, 656, 1010, 669]
text-column	[822, 92, 1010, 2202]
column-divider	[617, 92, 618, 2202]
sub-heading-italic: ATTACK UPON FREDERICKSTADT.—The Schleswig-Holstein infantry made an assault upon Frederickstadt on the night of the 4th inst., and were not successful. The assailants were compelled to withdraw.	[226, 563, 412, 584]
body-paragraph: A letter, dated Hamburg, Oct. 5th says :—'Until a quarter to five yesterday the Schleswig army before Frederickstadt had made no further progress in reducing the place. The cannonade was kept up with great spirit throughout the day, and was very effective on both sides. A general assault was spoken of, and Col. Von der Tann was said to favour the idea. It is stated that Frederickstadt is open towards the east and south, and that the garrison receive reinforcements by these sides. It is further affirmed that the garrison is keeping up communications with the main army by the canal which leads from Frederickstadt to Tonningen and Husum, where the Danish troops are in force. If this be true, it is no wonder that Col. Von der Tann is unable to take the place.'	[225, 593, 413, 652]
section-divider	[838, 777, 994, 778]
body-paragraph: 'If it were not for the seriousness of the subject, and the inevitable truth it may bring on France and the world, one could be tempted to laugh at the tribulation of the Paris papers, and especially of the Conservative papers, at the mode in which the Government is enforcing the new law relative to the press. As long as the Government merely attacked the Red Republican journals, a word of complaint was to be heard on the part of what was called ' the great journals.' The Government might crush the ' People' as much as it liked, by heaping fine upon fine, and prosecution upon prosecution; it might prevent the sale of the ' Evenement,' in the streets, and imprison those who ventured to do so in things; it might throw Socialist proprietors and editors into prison, and withdraw their favours from printers who gave the use of their presses to Republican publications. All these and similar acts of illegality and oppression were passed over without a syllable of disapprobation or remonstrance on the part of ' the organs of the party of order.' They felt strong in their own position, and all warnings were thrown away on them. It was in vain that they were told that their turn was coming, and that the day was not far distant when the ' Debats' and ' Assemblee Nationale' would share the fate of the ' Evenement.' They not only would not believe it, but hypocritically resorted to their unfavourable counterparts the propriety of resignation under evils which they had brought upon themselves. The tables are now turned. The new law respecting the signatures of all articles of religious, political, or moral discussion, is enforced with a stringency which they did not expect, and which is not only absurd, but very inconvenient. Even the ' Debats,' which is usually so temperate in its attacks on the acts of the Government, has lost its temper. In an article signed by its great chief, M. Armand Bertin, it says that, from twenty extended by the Government to the press, it would appear as if it was the determination of the powers that be to make the new law not an instrument of justice, but one of paltry persecution; and it concludes by exclaiming, ' if it be true that the present Government wishes to treat the press as a natural enemy, and to attack, not the absent, but its very existence, we ask that it should be stated openly, in order that we may preserve for our own defence the little force that we concentrate to the defence of others !' The Doctor Veron, in the ' Constitutionnel,' is equally angry, and declares that the ' Siecle,' which is persecuted for no other offence but that of having published a letter which was anonymous, but perfectly harmless, has great cause to complain, and that the rigour of the legal authorities is quite incomprehensible. All those complaints and lamentations are now useless. The Conservative journals allowed the press to be despoiled of its rights, under the vain hope that they themselves would not be touched. They are now allowed to live by sufferance, but by sufferance alone. Such is the power given to the Government by the recent laws, that it can put down the whole or any one of the Paris papers whenever it may suit its purpose to do so. The liberty of the press exists no longer in France, excepting in appearance; and the day is not far distant when even that show of liberty will be dispensed with. The Republican press has already been destroyed, and the turn of the Legitimists and Orleanists has now come. In a short time no paper will be tolerated in France that is not pure Bonapartist.'	[26, 156, 214, 414]
centered-bold-line: Part the Third	[1096, 302, 1134, 309]
body-paragraph: IN bave long been well known to the only certain cure for pains in the back and kidneys, gravel, lumbago, rheumatism, gout, gonorrhoea, gleet, syphilis, secondary symptoms, scrofulous debility, and all diseases of the bladder and urinary organs generally, whether the resultant impudence or otherwise ; also for cleansing the blood, of neglected, invariably results in symptoms of a far more serious character, and frequently occasioned death. In these cases the PILLS, by their peculiar operation on the whole of the system, effect a radical and permanent cure; while, at the same time, they invigorate the constitution, purify the blood, and restore health.	[1021, 824, 1209, 877]
body-paragraph: Letters from the Polish frontier of the 1st inst., in the ' Kaiser Zeitung,' state that ten Circassians, fully armed and equipped, have crossed the Prussian frontier, and demanded to be conducted to the King of Prussia. They were sent to Insterburg, where they again declined that on escort might be given to them at Berlin. Their demand having been refused, and when they saw that preparations were making to disarm them, they stood back to back and vowed that they would rather perish than allow themselves to be taken and sent back to Russia. A combat ensued, in which they killed two Prussian Huzzars.	[26, 827, 214, 873]
body-paragraph: HAMBURG, OCT. 4.—The Schleswig-Holstein army attempted to take Frederickstadt by storm, at four p.m. on the 4th, but were repulsed by the Danes. The army of the Duchies is in position at Schwabstedt. Its loss is considerable, particularly in officers.	[225, 686, 413, 705]
body-paragraph: Treats of the prevention of disease by a simple application, by which the danger of infection is obviated. Its action is simple, but sure. It acts with the virus chemically, and destroys its power on the system. This important part of the work should be read by every young man entering into life.	[1021, 384, 1209, 410]
